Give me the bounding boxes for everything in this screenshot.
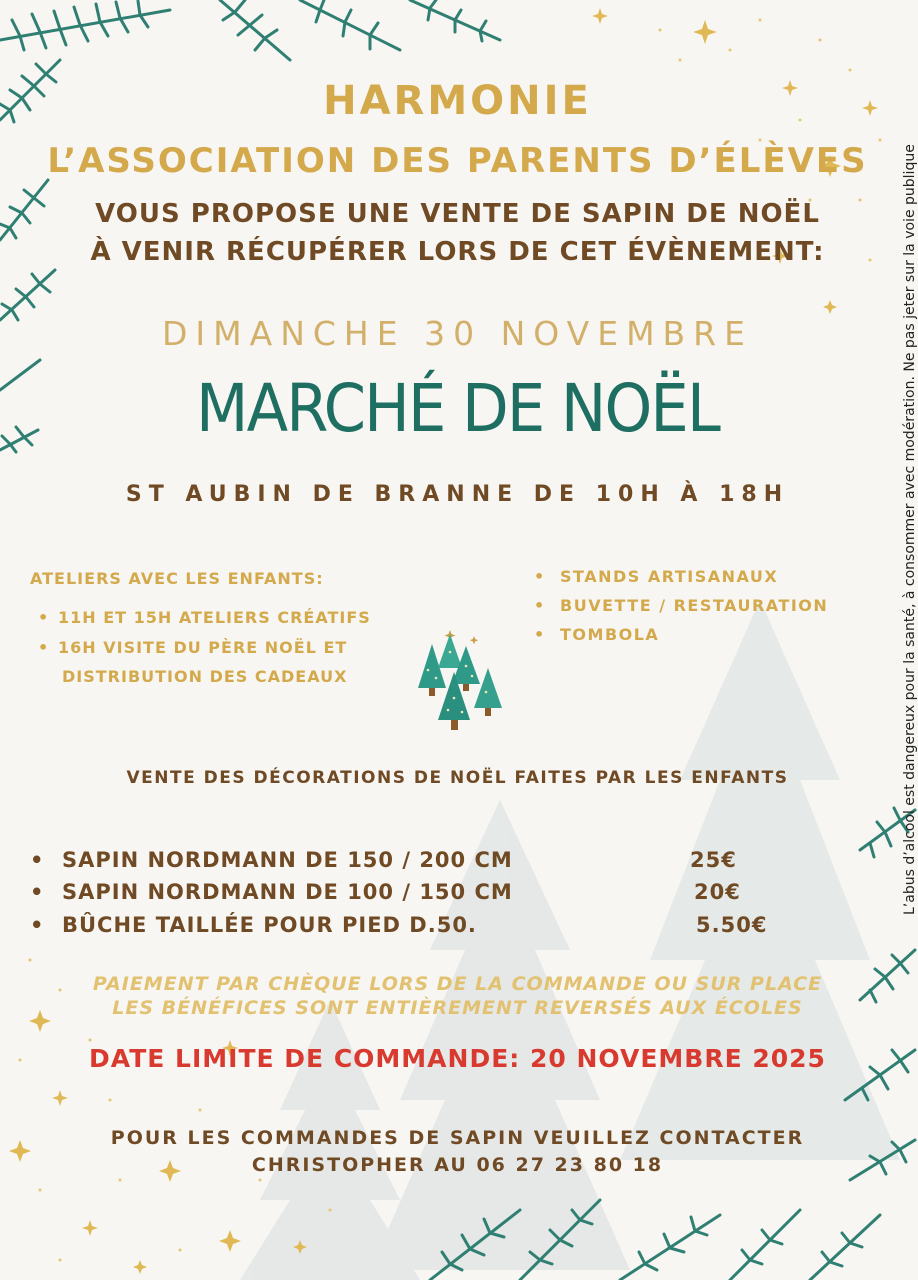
bullet-icon: • — [30, 913, 45, 937]
price-row — [30, 848, 810, 880]
event-location: ST AUBIN DE BRANNE DE 10H À 18H — [125, 482, 790, 507]
payment-note: PAIEMENT PAR CHÈQUE LORS DE LA COMMANDE OU SUR PLACE — [92, 973, 823, 995]
activity-item-continued: DISTRIBUTION DES CADEAUX — [62, 667, 348, 686]
stand-item: • TOMBOLA — [534, 625, 660, 644]
activity-item: • 11H ET 15H ATELIERS CRÉATIFS — [38, 608, 371, 627]
activity-item-label: 16H VISITE DU PÈRE NOËL ET — [58, 638, 348, 657]
bullet-icon: • — [30, 848, 45, 872]
price-value: 5.50€ — [696, 913, 768, 937]
activity-item: • 16H VISITE DU PÈRE NOËL ET — [38, 638, 348, 657]
price-row — [30, 880, 810, 912]
price-value: 25€ — [690, 848, 737, 872]
alcohol-legal-notice: L’abus d’alcool est dangereux pour la santé, à consommer avec modération. Ne pas jeter sur la voie publique — [902, 144, 918, 915]
christmas-trees-icon — [414, 628, 506, 740]
intro-line-1: VOUS PROPOSE UNE VENTE DE SAPIN DE NOËL — [95, 199, 820, 229]
profits-note: LES BÉNÉFICES SONT ENTIÈREMENT REVERSÉS AUX ÉCOLES — [112, 997, 803, 1019]
association-name: L’ASSOCIATION DES PARENTS D’ÉLÈVES — [47, 141, 868, 181]
stand-item: • STANDS ARTISANAUX — [534, 567, 779, 586]
decorations-sale: VENTE DES DÉCORATIONS DE NOËL FAITES PAR LES ENFANTS — [126, 768, 789, 788]
price-row — [30, 913, 810, 945]
harmonie-title: HARMONIE — [323, 78, 592, 124]
price-item-label: BÛCHE TAILLÉE POUR PIED D.50. — [62, 913, 477, 937]
price-value: 20€ — [694, 880, 741, 904]
event-date: DIMANCHE 30 NOVEMBRE — [162, 314, 753, 353]
bullet-icon: • — [30, 880, 45, 904]
contact-line-2: CHRISTOPHER AU 06 27 23 80 18 — [251, 1154, 664, 1176]
intro-line-2: À VENIR RÉCUPÉRER LORS DE CET ÉVÈNEMENT: — [90, 237, 825, 267]
event-title: MARCHÉ DE NOËL — [196, 370, 719, 447]
price-item-label: SAPIN NORDMANN DE 150 / 200 CM — [62, 848, 513, 872]
activities-heading: ATELIERS AVEC LES ENFANTS: — [30, 569, 324, 588]
contact-line-1: POUR LES COMMANDES DE SAPIN VEUILLEZ CONTACTER — [110, 1127, 805, 1149]
stand-item-label: TOMBOLA — [560, 625, 660, 644]
order-deadline: DATE LIMITE DE COMMANDE: 20 NOVEMBRE 2025 — [89, 1044, 826, 1073]
price-item-label: SAPIN NORDMANN DE 100 / 150 CM — [62, 880, 513, 904]
activity-item-label: 11H ET 15H ATELIERS CRÉATIFS — [58, 608, 371, 627]
stand-item-label: STANDS ARTISANAUX — [560, 567, 779, 586]
stand-item: • BUVETTE / RESTAURATION — [534, 596, 829, 615]
stand-item-label: BUVETTE / RESTAURATION — [560, 596, 829, 615]
